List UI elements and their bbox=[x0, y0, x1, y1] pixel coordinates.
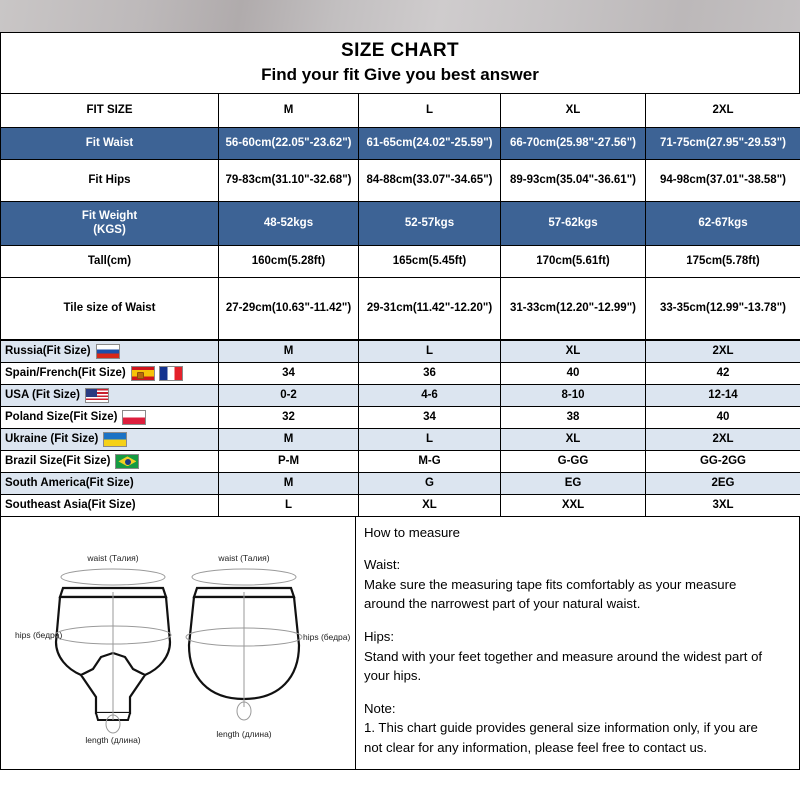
country-size-cell: M bbox=[219, 428, 359, 450]
country-size-cell: 40 bbox=[501, 362, 646, 384]
column-header-m: M bbox=[219, 93, 359, 127]
measurement-diagram-panel bbox=[1, 517, 356, 769]
hips-text-line-2: your hips. bbox=[364, 668, 422, 684]
country-name: South America(Fit Size) bbox=[5, 476, 134, 489]
svg-text:waist (Талия): waist (Талия) bbox=[87, 552, 139, 563]
note-heading: Note: bbox=[364, 700, 396, 716]
cell-fit-waist-l: 61-65cm(24.02"-25.59") bbox=[359, 127, 501, 159]
ukraine-flag-icon bbox=[103, 432, 127, 447]
country-name: Southeast Asia(Fit Size) bbox=[5, 498, 136, 511]
country-size-cell: 34 bbox=[219, 362, 359, 384]
cell-fit-weight-2xl: 62-67kgs bbox=[646, 201, 800, 245]
photo-background-strip bbox=[0, 0, 800, 32]
table-row bbox=[1, 340, 800, 362]
country-label-cell bbox=[1, 340, 219, 362]
cell-fit-waist-2xl: 71-75cm(27.95"-29.53") bbox=[646, 127, 800, 159]
cell-fit-weight-l: 52-57kgs bbox=[359, 201, 501, 245]
spacer-1 bbox=[364, 542, 789, 555]
waist-text-line-2: around the narrowest part of your natural waist. bbox=[364, 596, 641, 612]
country-label-cell bbox=[1, 428, 219, 450]
country-name: Spain/French(Fit Size) bbox=[5, 366, 126, 379]
waist-text-line-1: Make sure the measuring tape fits comfortably as your measure bbox=[364, 576, 737, 592]
country-size-cell: M-G bbox=[359, 450, 501, 472]
table-row-fit-weight bbox=[1, 201, 800, 245]
cell-fit-weight-xl: 57-62kgs bbox=[501, 201, 646, 245]
country-table-body bbox=[1, 340, 800, 516]
country-size-cell: 40 bbox=[646, 406, 800, 428]
table-row bbox=[1, 494, 800, 516]
chart-title-block bbox=[0, 32, 800, 93]
country-size-cell: L bbox=[359, 428, 501, 450]
note-text-line-1: 1. This chart guide provides general size information only, if you are bbox=[364, 720, 758, 736]
hips-heading: Hips: bbox=[364, 628, 395, 644]
country-size-cell: 42 bbox=[646, 362, 800, 384]
country-label-cell bbox=[1, 384, 219, 406]
table-row-tile-size-of-waist bbox=[1, 277, 800, 339]
column-header-xl: XL bbox=[501, 93, 646, 127]
svg-text:length (длина): length (длина) bbox=[216, 728, 272, 739]
country-name: Brazil Size(Fit Size) bbox=[5, 454, 111, 467]
table-row-fit-hips bbox=[1, 159, 800, 201]
hips-text-line-1: Stand with your feet together and measure around the widest part of bbox=[364, 648, 763, 664]
country-name: Russia(Fit Size) bbox=[5, 344, 91, 357]
flag-group bbox=[96, 344, 120, 359]
cell-fit-waist-m: 56-60cm(22.05"-23.62") bbox=[219, 127, 359, 159]
country-size-cell: 2XL bbox=[646, 428, 800, 450]
country-label-cell bbox=[1, 472, 219, 494]
country-size-cell: XL bbox=[501, 340, 646, 362]
row-label-fit-hips: Fit Hips bbox=[1, 159, 219, 201]
country-label-inner bbox=[5, 432, 214, 447]
country-label-cell bbox=[1, 406, 219, 428]
flag-group bbox=[131, 366, 183, 381]
how-to-measure-panel bbox=[356, 517, 799, 769]
howto-heading: How to measure bbox=[364, 524, 461, 540]
svg-text:waist (Талия): waist (Талия) bbox=[218, 552, 270, 563]
cell-tile-size-xl: 31-33cm(12.20"-12.99") bbox=[501, 277, 646, 339]
country-label-inner bbox=[5, 454, 214, 469]
cell-fit-waist-xl: 66-70cm(25.98"-27.56") bbox=[501, 127, 646, 159]
country-size-cell: 36 bbox=[359, 362, 501, 384]
flag-group bbox=[115, 454, 139, 469]
flag-group bbox=[85, 388, 109, 403]
table-row bbox=[1, 384, 800, 406]
country-size-cell: 32 bbox=[219, 406, 359, 428]
brazil-flag-icon bbox=[115, 454, 139, 469]
country-label-inner bbox=[5, 388, 214, 403]
row-label-tile-size: Tile size of Waist bbox=[1, 277, 219, 339]
country-size-cell: 34 bbox=[359, 406, 501, 428]
france-flag-icon bbox=[159, 366, 183, 381]
page-subtitle: Find your fit Give you best answer bbox=[261, 64, 539, 84]
country-size-cell: 2EG bbox=[646, 472, 800, 494]
country-size-cell: GG-2GG bbox=[646, 450, 800, 472]
table-row bbox=[1, 450, 800, 472]
cell-tile-size-2xl: 33-35cm(12.99"-13.78") bbox=[646, 277, 800, 339]
country-size-cell: G-GG bbox=[501, 450, 646, 472]
cell-tall-l: 165cm(5.45ft) bbox=[359, 245, 501, 277]
waist-heading: Waist: bbox=[364, 557, 401, 573]
country-size-cell: XXL bbox=[501, 494, 646, 516]
cell-fit-hips-m: 79-83cm(31.10"-32.68") bbox=[219, 159, 359, 201]
chart-sheet bbox=[0, 32, 800, 770]
country-size-cell: 12-14 bbox=[646, 384, 800, 406]
table-row bbox=[1, 428, 800, 450]
cell-fit-hips-2xl: 94-98cm(37.01"-38.58") bbox=[646, 159, 800, 201]
country-label-cell bbox=[1, 494, 219, 516]
cell-fit-weight-m: 48-52kgs bbox=[219, 201, 359, 245]
flag-group bbox=[103, 432, 127, 447]
cell-tall-m: 160cm(5.28ft) bbox=[219, 245, 359, 277]
size-table bbox=[0, 93, 800, 340]
country-size-cell: 38 bbox=[501, 406, 646, 428]
table-row-fit-waist bbox=[1, 127, 800, 159]
country-label-cell bbox=[1, 362, 219, 384]
country-size-cell: 8-10 bbox=[501, 384, 646, 406]
column-header-fit-size: FIT SIZE bbox=[1, 93, 219, 127]
cell-tile-size-m: 27-29cm(10.63"-11.42") bbox=[219, 277, 359, 339]
column-header-2xl: 2XL bbox=[646, 93, 800, 127]
country-size-cell: P-M bbox=[219, 450, 359, 472]
country-size-cell: G bbox=[359, 472, 501, 494]
country-name: Ukraine (Fit Size) bbox=[5, 432, 99, 445]
table-row bbox=[1, 406, 800, 428]
flag-group bbox=[122, 410, 146, 425]
note-text-line-2: not clear for any information, please feel free to contact us. bbox=[364, 739, 708, 755]
country-label-inner bbox=[5, 478, 214, 490]
country-label-inner bbox=[5, 344, 214, 359]
country-size-cell: XL bbox=[359, 494, 501, 516]
size-table-header-row bbox=[1, 93, 800, 127]
russia-flag-icon bbox=[96, 344, 120, 359]
usa-flag-icon bbox=[85, 388, 109, 403]
country-name: Poland Size(Fit Size) bbox=[5, 410, 118, 423]
size-table-body bbox=[1, 93, 800, 339]
spacer-3 bbox=[364, 686, 789, 699]
country-size-cell: M bbox=[219, 472, 359, 494]
underwear-measurement-diagram bbox=[1, 517, 356, 769]
page-title: SIZE CHART bbox=[341, 40, 459, 61]
row-label-tall: Tall(cm) bbox=[1, 245, 219, 277]
country-label-cell bbox=[1, 450, 219, 472]
svg-text:hips (бедра): hips (бедра) bbox=[15, 629, 63, 640]
country-size-cell: 3XL bbox=[646, 494, 800, 516]
row-label-fit-weight: Fit Weight (KGS) bbox=[1, 201, 219, 245]
country-name: USA (Fit Size) bbox=[5, 388, 80, 401]
cell-tall-xl: 170cm(5.61ft) bbox=[501, 245, 646, 277]
country-label-inner bbox=[5, 410, 214, 425]
column-header-l: L bbox=[359, 93, 501, 127]
table-row bbox=[1, 472, 800, 494]
country-size-cell: 0-2 bbox=[219, 384, 359, 406]
svg-text:length (длина): length (длина) bbox=[85, 734, 141, 745]
table-row bbox=[1, 362, 800, 384]
table-row-tall bbox=[1, 245, 800, 277]
spacer-2 bbox=[364, 614, 789, 627]
cell-fit-hips-l: 84-88cm(33.07"-34.65") bbox=[359, 159, 501, 201]
country-size-cell: XL bbox=[501, 428, 646, 450]
country-label-inner bbox=[5, 500, 214, 512]
country-size-cell: L bbox=[219, 494, 359, 516]
country-label-inner bbox=[5, 366, 214, 381]
country-size-cell: 2XL bbox=[646, 340, 800, 362]
svg-text:hips (бедра): hips (бедра) bbox=[303, 631, 351, 642]
country-size-table bbox=[0, 340, 800, 517]
spain-flag-icon bbox=[131, 366, 155, 381]
row-label-fit-waist: Fit Waist bbox=[1, 127, 219, 159]
country-size-cell: L bbox=[359, 340, 501, 362]
country-size-cell: 4-6 bbox=[359, 384, 501, 406]
cell-fit-hips-xl: 89-93cm(35.04"-36.61") bbox=[501, 159, 646, 201]
cell-tile-size-l: 29-31cm(11.42"-12.20") bbox=[359, 277, 501, 339]
cell-tall-2xl: 175cm(5.78ft) bbox=[646, 245, 800, 277]
poland-flag-icon bbox=[122, 410, 146, 425]
country-size-cell: EG bbox=[501, 472, 646, 494]
bottom-panel bbox=[0, 517, 800, 770]
country-size-cell: M bbox=[219, 340, 359, 362]
